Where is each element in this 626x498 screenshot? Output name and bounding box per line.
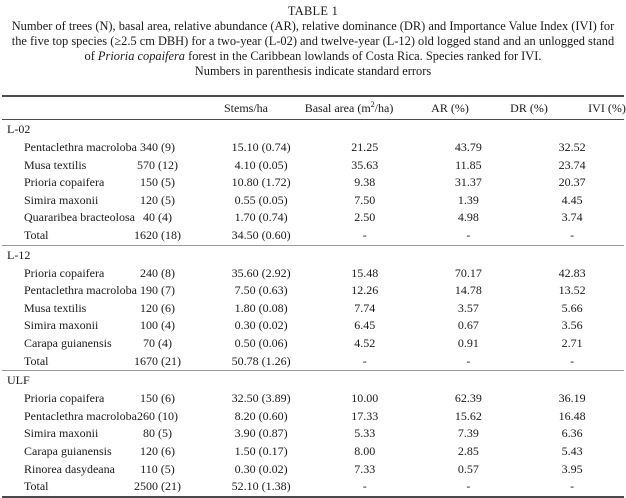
table-row: [2, 317, 624, 335]
cell-ar: 10.00: [351, 391, 379, 406]
cell-stems: 190 (7): [139, 283, 175, 298]
caption-species-italic: Prioria copaifera: [97, 49, 185, 63]
cell-basal: 7.50 (0.63): [234, 283, 288, 298]
cell-dr: 0.57: [457, 461, 479, 476]
cell-stems: 80 (5): [142, 426, 172, 441]
cell-ivi: 5.43: [561, 443, 583, 458]
data-table: [0, 95, 626, 498]
cell-dr: 43.79: [454, 140, 482, 154]
cell-ar: 9.38: [354, 175, 376, 190]
cell-stems: 150 (5): [139, 175, 175, 190]
cell-ar: 7.33: [354, 461, 376, 476]
cell-total-label: Total: [2, 353, 106, 371]
cell-stems: 1620 (18): [106, 227, 210, 245]
cell-species: Musa textilis: [24, 300, 87, 315]
cell-species: Prioria copaifera: [24, 265, 105, 280]
cell-stems: 240 (8): [139, 265, 175, 280]
header-dr: DR (%): [510, 101, 548, 115]
cell-ivi: 16.48: [558, 408, 586, 423]
cell-basal: 1.70 (0.74): [234, 210, 288, 225]
cell-ar: 7.74: [354, 300, 376, 315]
header-basal-area: [288, 97, 410, 119]
cell-species: Quararibea bracteolosa: [24, 210, 135, 225]
cell-ar: 35.63: [351, 157, 379, 172]
cell-species: Musa textilis: [24, 157, 87, 172]
cell-dr: 3.57: [457, 300, 479, 315]
cell-basal: 8.20 (0.60): [234, 408, 288, 423]
cell-dr: 2.85: [457, 443, 479, 458]
cell-stems: 150 (6): [139, 391, 175, 406]
cell-ivi: 6.36: [561, 426, 583, 441]
cell-basal: 0.30 (0.02): [234, 318, 288, 333]
total-row: [2, 353, 624, 371]
cell-basal: 1.80 (0.08): [234, 300, 288, 315]
cell-basal: 34.50 (0.60): [209, 227, 313, 245]
cell-dr: 11.85: [455, 157, 482, 172]
cell-species: Rinorea dasydeana: [24, 461, 115, 476]
cell-total-label: Total: [2, 227, 106, 245]
caption-line-3: [4, 49, 622, 64]
cell-ar: 21.25: [351, 140, 379, 154]
cell-stems: 110 (5): [140, 461, 175, 476]
cell-ar: 17.33: [351, 408, 379, 423]
cell-species: Pentaclethra macroloba: [24, 140, 137, 154]
cell-basal: 35.60 (2.92): [231, 265, 291, 280]
total-row: [2, 227, 624, 245]
cell-ar: 8.00: [354, 443, 376, 458]
table-row: [2, 282, 624, 300]
cell-basal: 0.55 (0.05): [234, 192, 288, 207]
cell-dr: 14.78: [454, 283, 482, 298]
cell-total-label: Total: [24, 479, 49, 494]
cell-ivi: 2.71: [561, 335, 583, 350]
cell-ivi: 42.83: [558, 265, 586, 280]
cell-stems: 260 (10): [136, 408, 178, 423]
cell-stems: 570 (12): [136, 157, 178, 172]
cell-species: Prioria copaifera: [24, 391, 105, 406]
table-row: [2, 192, 624, 210]
cell-stems: 70 (4): [142, 335, 172, 350]
cell-ar: 12.26: [351, 283, 379, 298]
cell-species: Pentaclethra macroloba: [24, 408, 137, 423]
table-title: TABLE 1: [287, 4, 339, 18]
cell-dr: 7.39: [457, 426, 479, 441]
cell-dr: -: [466, 479, 471, 494]
cell-species: Carapa guianensis: [24, 335, 112, 350]
cell-dr: 4.98: [457, 210, 479, 225]
cell-species: Prioria copaifera: [24, 175, 105, 190]
table-row: [2, 300, 624, 318]
cell-ar: 7.50: [354, 192, 376, 207]
cell-ar: 5.33: [354, 426, 376, 441]
cell-species: Simira maxonii: [24, 318, 99, 333]
cell-dr: 31.37: [454, 175, 482, 190]
cell-species: Pentaclethra macroloba: [24, 283, 137, 298]
header-species: [2, 97, 204, 119]
cell-dr: 62.39: [454, 391, 482, 406]
cell-basal: 10.80 (1.72): [231, 175, 291, 190]
cell-ivi: 32.52: [558, 140, 586, 154]
group-label: L-12: [7, 247, 31, 262]
cell-dr: 0.91: [457, 335, 479, 350]
header-basal-post: /ha): [374, 101, 394, 115]
cell-stems: 120 (6): [139, 300, 175, 315]
cell-stems: 120 (6): [139, 443, 175, 458]
group-row: [2, 245, 624, 265]
cell-ivi: 3.74: [561, 210, 583, 225]
cell-ar: 15.48: [351, 265, 379, 280]
cell-dr: -: [417, 227, 521, 245]
header-ar: AR (%): [431, 101, 469, 115]
cell-stems: 120 (5): [139, 192, 175, 207]
cell-basal: 0.30 (0.02): [234, 461, 288, 476]
cell-dr: 0.67: [457, 318, 479, 333]
group-row: [2, 371, 624, 391]
cell-basal: 3.90 (0.87): [234, 426, 288, 441]
cell-species: Simira maxonii: [24, 426, 99, 441]
cell-basal: 1.50 (0.17): [234, 443, 288, 458]
table-body: [2, 120, 624, 496]
cell-species: Carapa guianensis: [24, 443, 112, 458]
table-row: [2, 157, 624, 175]
cell-ivi: -: [520, 353, 624, 371]
cell-basal: 0.50 (0.06): [234, 335, 288, 350]
caption-line-4: Numbers in parenthesis indicate standard errors: [194, 64, 432, 78]
cell-ivi: 3.56: [561, 318, 583, 333]
cell-stems: 100 (4): [139, 318, 175, 333]
cell-ar: -: [313, 353, 417, 371]
cell-species: Simira maxonii: [24, 192, 99, 207]
table-row: [2, 335, 624, 353]
cell-basal: 32.50 (3.89): [231, 391, 291, 406]
table-row: [2, 265, 624, 283]
header-basal-sup: 2: [370, 100, 375, 109]
cell-dr: 70.17: [454, 265, 482, 280]
table-row: [2, 425, 624, 443]
table-row: [2, 461, 624, 479]
cell-stems: 2500 (21): [133, 479, 181, 494]
cell-stems: 340 (9): [139, 140, 175, 154]
cell-stems: 1670 (21): [106, 353, 210, 371]
cell-ar: 6.45: [354, 318, 376, 333]
cell-dr: -: [417, 353, 521, 371]
cell-ivi: 4.45: [561, 192, 583, 207]
table-row: [2, 139, 624, 157]
cell-ivi: -: [570, 479, 575, 494]
cell-ivi: 23.74: [558, 157, 586, 172]
caption-line-1: Number of trees (N), basal area, relative abundance (AR), relative dominance (DR) and Importance Value Index (IVI) for: [11, 19, 615, 33]
cell-ar: -: [313, 227, 417, 245]
header-basal-pre: Basal area (m: [304, 101, 371, 115]
cell-ivi: 5.66: [561, 300, 583, 315]
header-ivi: IVI (%): [588, 101, 626, 115]
cell-basal: 15.10 (0.74): [231, 140, 291, 154]
header-stems: Stems/ha: [224, 101, 268, 115]
cell-ivi: 36.19: [558, 391, 586, 406]
cell-stems: 40 (4): [142, 210, 172, 225]
table-row: [2, 174, 624, 192]
cell-dr: 1.39: [457, 192, 479, 207]
header-row: [2, 97, 626, 119]
total-row: [2, 478, 624, 496]
cell-ivi: 20.37: [558, 175, 586, 190]
table-row: [2, 408, 624, 426]
table-row: [2, 209, 624, 227]
cell-ar: 4.52: [354, 335, 376, 350]
caption-line-3-pre: of: [84, 49, 98, 63]
group-label: L-02: [7, 122, 31, 136]
cell-basal: 4.10 (0.05): [234, 157, 288, 172]
cell-basal: 52.10 (1.38): [231, 479, 291, 494]
cell-ar: -: [362, 479, 367, 494]
cell-basal: 50.78 (1.26): [209, 353, 313, 371]
table-caption: [4, 4, 622, 79]
caption-line-3-post: forest in the Caribbean lowlands of Costa Rica. Species ranked for IVI.: [185, 49, 542, 63]
cell-ivi: 3.95: [561, 461, 583, 476]
table-row: [2, 390, 624, 408]
table-row: [2, 443, 624, 461]
caption-line-2: the five top species (≥2.5 cm DBH) for a two-year (L-02) and twelve-year (L-12) old logged stand and an unlogged stand: [11, 34, 615, 48]
group-label: ULF: [7, 373, 30, 388]
cell-ivi: 13.52: [558, 283, 586, 298]
cell-dr: 15.62: [454, 408, 482, 423]
cell-ivi: -: [520, 227, 624, 245]
group-row: [2, 120, 624, 139]
cell-ar: 2.50: [354, 210, 376, 225]
